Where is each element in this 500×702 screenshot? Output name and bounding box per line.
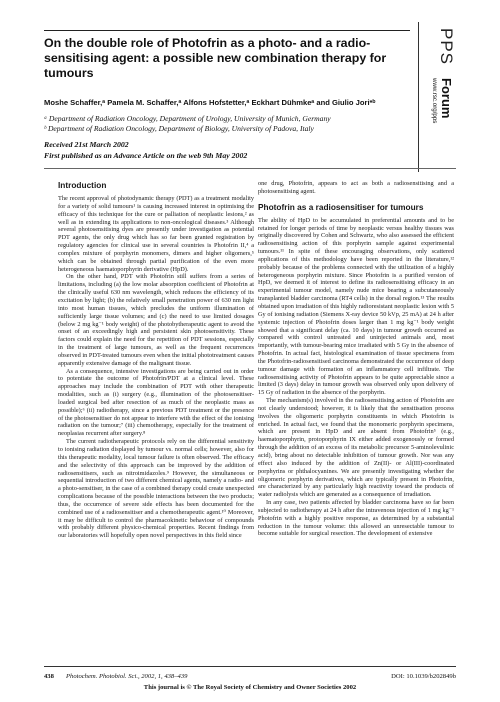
received-date: Received 21st March 2002: [44, 140, 129, 149]
affiliation-a: ᵃ Department of Radiation Oncology, Department of Urology, University of Munich, Germany: [44, 114, 331, 123]
footer-rule: [44, 666, 456, 667]
intro-paragraph: The current radiotherapeutic protocols rely on the differential sensitivity to ionising radiation displayed by tumour vs. normal cells; however, also for this therapeutic modality, local tumour failure is often observed. The efficacy and the selectivity of this approach can be improved by the addition of radiosensitisers, such as nitroimidazoles.⁹ However, the simultaneous or sequential introduction of two different chemical agents, namely a radio- and a photo-sensitiser, in the case of a combined therapy could create unexpected complications because of the possible interactions between the two products; thus, the occurrence of severe side effects has been documented for the combined use of a radiosensitiser and a chemotherapeutic agent.¹⁰ Moreover, it may be difficult to control the pharmacokinetic behaviour of compounds with probably different physico-chemical properties. Recent findings from our laboratories will hopefully open novel perspectives in this field since: [58, 438, 254, 540]
radio-paragraph: The ability of HpD to be accumulated in preferential amounts and to be retained for longer periods of time by neoplastic versus healthy tissues was originally discovered by Cohen and Schwartz, who also assessed the efficient radiosensitising action of this porphyrin sample against experimental tumours.¹¹ In spite of these encouraging observations, only scattered applications of this methodology have been reported in the literature,¹² probably because of the problems connected with the utilization of a highly heterogeneous porphyrin mixture. Since Photofrin is a purified version of HpD, we deemed it of interest to define its radiosensitising efficacy in an experimental tumour model, namely nude mice bearing a subcutaneously transplanted bladder carcinoma (RT4 cells) in the dorsal region.¹³ The results obtained upon irradiation of this highly radioresistant neoplastic lesion with 5 Gy of ionising radiation (Siemens X-ray device 50 kVp, 25 mA) at 24 h after systemic injection of Photofrin doses larger than 1 mg kg⁻¹ body weight showed that a significant delay (ca. 10 days) in tumour growth occurred as compared with control untreated and uninjected animals and, most importantly, with tumour-bearing mice irradiated with 5 Gy in the absence of Photofrin. In actual fact, histological examination of tissue specimens from the Photofrin-radiosensitised carcinoma demonstrated the occurrence of deep tumour damage with formation of an inflammatory cell infiltrate. The radiosensitising activity of Photofrin appears to be quite appreciable since a limited (3 days) delay in tumour growth was observed only upon delivery of 15 Gy of radiation in the absence of the porphyrin.: [258, 216, 454, 397]
intro-paragraph: On the other hand, PDT with Photofrin still suffers from a series of limitations, including (a) the low molar absorption coefficient of Photofrin at the clinically useful 630 nm wavelength, which reduces the efficiency of its excitation by light; (b) the relatively small penetration power of 630 nm light into most human tissues, which precludes the uniform illumination of sufficiently large tissue volumes; and (c) the need to use limited dosages (below 2 mg kg⁻¹ body weight) of the photobytherapeutic agent to avoid the onset of an exceedingly high and persistent skin photosensitivity. These factors could explain the need for the repetition of PDT sessions, especially in the treatment of large tumours, as well as the frequent recurrences observed in PDT-treated tumours even when the initial phototreatment causes apparently extensive damage of the malignant tissue.: [58, 273, 254, 367]
radiosensitiser-heading: Photofrin as a radiosensitiser for tumours: [258, 201, 424, 212]
radio-paragraph: In any case, two patients affected by bladder carcinoma have so far been subjected to radiotherapy at 24 h after the intravenous injection of 1 mg kg⁻¹ Photofrin with a highly positive response, as determined by a substantial reduction in the tumour volume: this allowed an unresectable tumour to become suitable for surgical resection. The development of extensive: [258, 499, 454, 538]
title-rule: [44, 30, 410, 31]
header-divider: [44, 168, 456, 169]
intro-paragraph: The recent approval of photodynamic therapy (PDT) as a treatment modality for a variety of solid tumours¹ is causing increased interest in optimising the efficacy of this technique for the cure or palliation of neoplastic lesions,² as well as in extending its applications to non-oncological diseases.³ Although several photosensitising dyes are presently under investigation as potential PDT agents, the only drug which has so far been granted registration by regulatory agencies for clinical use in several countries is Photofrin II,⁴ a complex mixture of porphyrin monomers, dimers and higher oligomers,⁵ which can be obtained through partial purification of the even more heterogeneous haematoporphyrin derivative (HpD).: [58, 195, 254, 273]
journal-citation: Photochem. Photobiol. Sci., 2002, 1, 438–439: [66, 673, 188, 680]
intro-paragraph: As a consequence, intensive investigations are being carried out in order to potentiate the outcome of Photofrin/PDT at a clinical level. These approaches may include the combination of PDT with other therapeutic modalities, such as (i) surgery (e.g., illumination of the photosensitiser-loaded surgical bed after resection of as much of the neoplastic mass as possible);⁶ (ii) radiotherapy, since a previous PDT treatment or the presence of the photosensitiser do not appear to interfere with the effect of the ionising radiation on the tumour;⁷ (iii) chemotherapy, especially for the treatment of neoplasias recurrent after surgery.⁸: [58, 367, 254, 438]
journal-url: www.rsc.org/pps: [431, 78, 438, 124]
left-column: [58, 180, 254, 540]
pps-logo-text: PPS: [437, 28, 456, 66]
forum-word: Forum: [439, 78, 454, 119]
forum-label: [426, 78, 466, 168]
copyright-line: This journal is © The Royal Society of Chemistry and Owner Societies 2002: [143, 684, 357, 691]
page-number: 438: [44, 673, 54, 680]
author-list: Moshe Schaffer,ᵃ Pamela M. Schaffer,ᵃ Alfons Hofstetter,ᵃ Eckhart Dühmkeᵃ and Giulio Jori*ᵇ: [44, 98, 376, 107]
pps-logo: [426, 24, 466, 64]
first-published-date: First published as an Advance Article on the web 9th May 2002: [44, 151, 248, 160]
introduction-heading: Introduction: [58, 180, 107, 190]
right-column: [258, 180, 454, 538]
intro-continuation: one drug, Photofrin, appears to act as both a radiosensitising and a photosensitising agent.: [258, 180, 454, 195]
article-title: On the double role of Photofrin as a photo- and a radio-sensitising agent: a possible new combination therapy for tumours: [44, 36, 387, 80]
affiliation-b: ᵇ Department of Radiation Oncology, Department of Biology, University of Padova, Italy: [44, 124, 314, 133]
radio-paragraph: The mechanism(s) involved in the radiosensitising action of Photofrin are not clearly understood; however, it is likely that the sensitisation process involves the oligomeric porphyrin constituents in which Photofrin is enriched. In actual fact, we found that the monomeric porphyrin specimens, which are present in HpD and are absent from Photofrin⁵ (e.g., haematoporphyrin, protoporphyrin IX either added exogenously or formed through the addition of an excess of its metabolic precursor 5-aminolevulinic acid), bring about no detectable inhibition of tumour growth. Nor was any effect also induced by the addition of Zn(II)- or Al(III)-coordinated porphyrins or phthalocyanines. We are presently investigating whether the oligomeric porphyrin derivatives, which are typically present in Photofrin, are characterized by any particularly high reactivity toward the products of water radiolysis which are generated as a consequence of irradiation.: [258, 397, 454, 499]
doi: DOI: 10.1039/b202849b: [391, 673, 456, 680]
